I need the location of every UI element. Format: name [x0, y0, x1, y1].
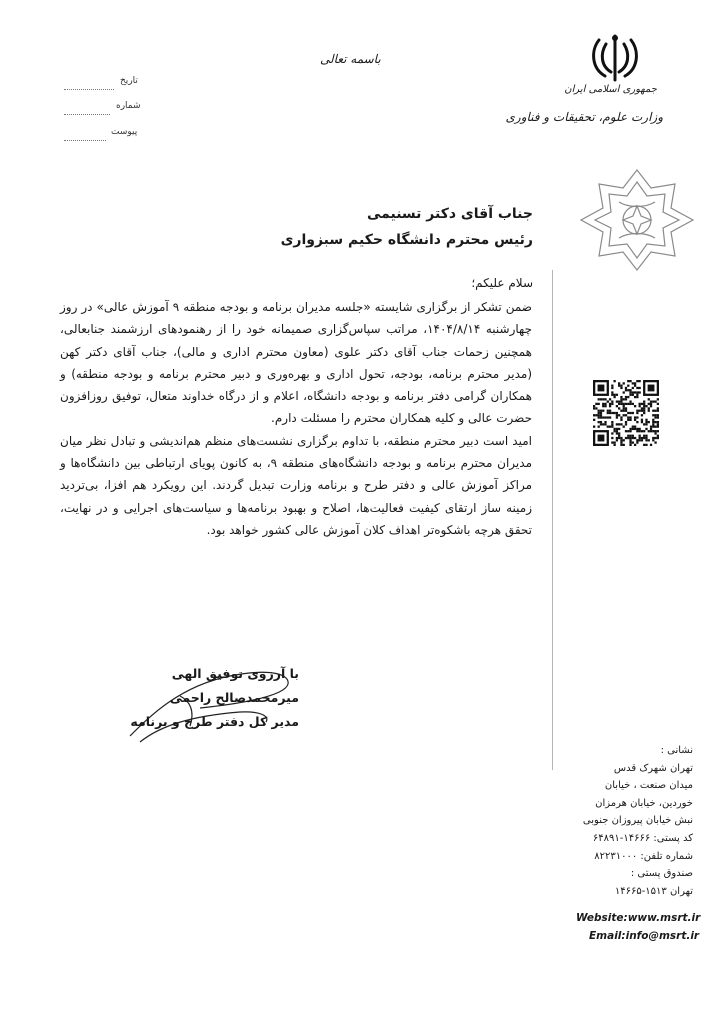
- recipient-title: رئیس محترم دانشگاه حکیم سبزواری: [280, 232, 533, 248]
- paragraph-2: امید است دبیر محترم منطقه، با تداوم برگزاری نشست‌های منظم هم‌اندیشی و تبادل نظر میان مدیران محترم برنامه و بودجه دانشگاه‌های منطقه ۹، به کانون پویای ارتباطی بین دانشگاه‌ها و مراکز آموزش عالی و دفتر طرح و برنامه وزارت تبدیل گردند. این رویکرد هم افزا، بی‌تردید زمینه ساز ارتقای کیفیت فعالیت‌ها، اصلاح و بهبود برنامه‌ها و سیاست‌های اجرایی و در نهایت، تحقق هرچه باشکوه‌تر اهداف کلان آموزش عالی کشور خواهد بود.: [60, 433, 532, 537]
- margin-divider: [552, 270, 553, 770]
- address-line: میدان صنعت ، خیابان: [604, 780, 693, 792]
- qr-code-icon: [593, 380, 659, 446]
- republic-label: جمهوری اسلامی ایران: [564, 84, 657, 95]
- attachment-label: پیوست: [111, 127, 138, 137]
- website-link[interactable]: Website:www.msrt.ir: [576, 912, 701, 924]
- basmala: باسمه تعالی: [320, 52, 381, 66]
- address-line: خوردین، خیابان هرمزان: [595, 797, 693, 809]
- address-line: تهران ۱۵۱۳-۱۴۶۶۵: [614, 885, 693, 897]
- signature-block: [130, 662, 299, 734]
- ministry-label: وزارت علوم، تحقیقات و فناوری: [505, 110, 663, 124]
- address-line: تهران شهرک قدس: [613, 762, 693, 774]
- recipient-name: جناب آقای دکتر تسنیمی: [366, 206, 533, 222]
- iran-emblem-icon: [585, 28, 645, 88]
- email-link[interactable]: Email:info@msrt.ir: [589, 930, 700, 942]
- address-label: نشانی :: [660, 745, 693, 756]
- date-label: تاریخ: [120, 76, 138, 86]
- signature-closing: با آرزوی توفیق الهی: [171, 666, 299, 681]
- paragraph-1: ضمن تشکر از برگزاری شایسته «جلسه مدیران برنامه و بودجه منطقه ۹ آموزش عالی» در روز چهارشنبه ۱۴۰۴/۸/۱۴، مراتب سپاس‌گزاری صمیمانه خود را از رهنمودهای ارزشمند جنابعالی، همچنین زحمات جناب آقای دکتر علوی (معاون محترم اداری و مالی)، جناب آقای دکتر کهن (مدیر محترم برنامه، بودجه، تحول اداری و بهره‌وری و دبیر محترم برنامه و بودجه منطقه) و همکاران گرامی دفتر برنامه و بودجه دانشگاه، اعلام و از درگاه خداوند متعال، توفیق روزافزون حضرت عالی و کلیه همکاران محترم را مسئلت دارم.: [60, 300, 532, 426]
- signature-position: مدیر کل دفتر طرح و برنامه: [130, 714, 299, 729]
- ornament-icon: [579, 168, 695, 272]
- address-line: صندوق پستی :: [630, 868, 693, 880]
- date-line: [64, 89, 114, 90]
- number-label: شماره: [116, 101, 141, 111]
- address-line: شماره تلفن: ۸۲۲۳۱۰۰۰: [594, 850, 693, 862]
- attachment-line: [64, 140, 106, 141]
- letter-body: [60, 296, 532, 541]
- greeting: سلام علیکم؛: [471, 276, 533, 290]
- address-line: کد پستی: ۱۴۶۶۶-۶۴۸۹۱: [592, 832, 693, 844]
- address-block: [533, 742, 693, 900]
- signature-name: میرمحمدصالح راحمی: [169, 690, 299, 705]
- address-line: نبش خیابان پیروزان جنوبی: [582, 815, 693, 827]
- number-line: [64, 114, 110, 115]
